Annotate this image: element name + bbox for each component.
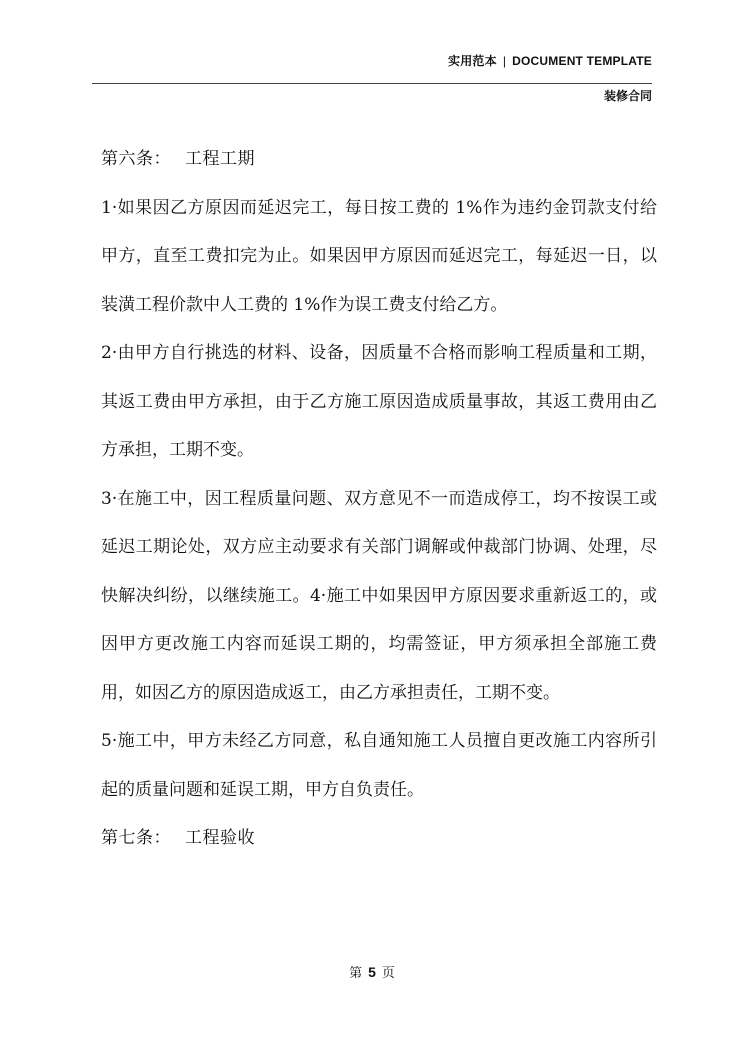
header-divider bbox=[92, 83, 652, 84]
paragraph-2: 2·由甲方自行挑选的材料、设备，因质量不合格而影响工程质量和工期，其返工费由甲方承担，由于乙方施工原因造成质量事故，其返工费用由乙方承担，工期不变。 bbox=[101, 343, 657, 460]
page-header bbox=[92, 44, 652, 103]
paragraph-5: 5·施工中，甲方未经乙方同意，私自通知施工人员擅自更改施工内容所引起的质量问题和延误工期，甲方自负责任。 bbox=[101, 731, 657, 800]
article7-number: 第七条： bbox=[101, 828, 171, 848]
article7-title: 工程验收 bbox=[185, 828, 255, 848]
header-doc-type: 装修合同 bbox=[603, 89, 652, 103]
article6-title: 工程工期 bbox=[185, 149, 255, 169]
article6-heading bbox=[101, 135, 657, 184]
page-number: 5 bbox=[368, 964, 376, 980]
page-footer bbox=[0, 962, 744, 981]
header-separator: | bbox=[502, 54, 507, 68]
paragraph-3-4: 3·在施工中，因工程质量问题、双方意见不一而造成停工，均不按误工或延迟工期论处，双方应主动要求有关部门调解或仲裁部门协调、处理，尽快解决纠纷，以继续施工。4·施工中如果因甲方原因要求重新返工的，或因甲方更改施工内容而延误工期的，均需签证，甲方须承担全部施工费用，如因乙方的原因造成返工，由乙方承担责任，工期不变。 bbox=[101, 488, 657, 703]
header-brand-line bbox=[448, 52, 652, 69]
page-prefix: 第 bbox=[349, 966, 363, 981]
article6-number: 第六条： bbox=[101, 149, 171, 169]
header-template-label: DOCUMENT TEMPLATE bbox=[512, 54, 652, 68]
header-brand: 实用范本 bbox=[448, 54, 497, 68]
paragraph-1: 1·如果因乙方原因而延迟完工，每日按工费的 1%作为违约金罚款支付给甲方，直至工费扣完为止。如果因甲方原因而延迟完工，每延迟一日，以装潢工程价款中人工费的 1%作为误工费支付给乙方。 bbox=[101, 197, 657, 315]
page-suffix: 页 bbox=[381, 966, 395, 981]
article7-heading bbox=[101, 814, 657, 863]
document-body bbox=[101, 135, 657, 863]
